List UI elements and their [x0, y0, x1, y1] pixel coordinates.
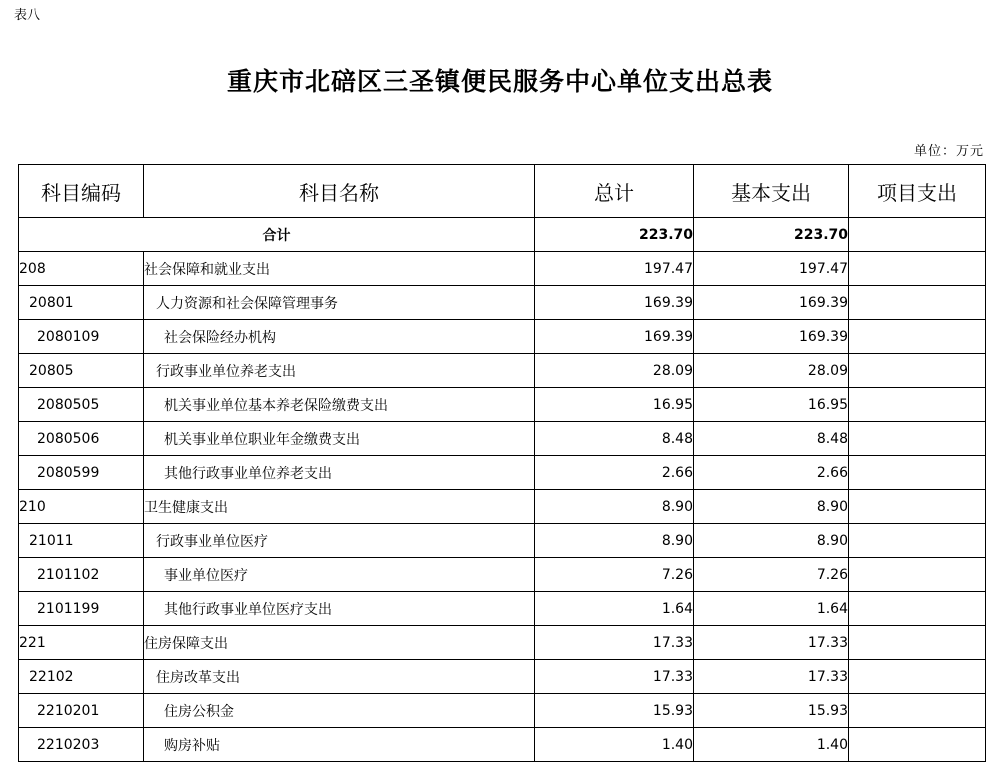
row-code: 22102	[19, 660, 144, 694]
table-row	[19, 490, 986, 524]
table-row	[19, 592, 986, 626]
row-basic: 197.47	[694, 252, 849, 286]
table-number-tag: 表八	[14, 8, 41, 23]
row-project	[849, 626, 986, 660]
row-basic: 8.90	[694, 524, 849, 558]
expenditure-table	[18, 164, 986, 762]
table-row	[19, 694, 986, 728]
row-total: 17.33	[535, 660, 694, 694]
row-name: 社会保险经办机构	[144, 320, 535, 354]
row-name: 其他行政事业单位医疗支出	[144, 592, 535, 626]
total-label: 合计	[19, 218, 535, 252]
row-total: 8.90	[535, 524, 694, 558]
row-name: 机关事业单位职业年金缴费支出	[144, 422, 535, 456]
table-header-row	[19, 165, 986, 218]
row-project	[849, 490, 986, 524]
row-project	[849, 354, 986, 388]
header-basic: 基本支出	[694, 165, 849, 218]
row-basic: 169.39	[694, 320, 849, 354]
row-project	[849, 388, 986, 422]
row-code: 2080505	[19, 388, 144, 422]
table-row	[19, 524, 986, 558]
total-basic: 223.70	[694, 218, 849, 252]
header-name: 科目名称	[144, 165, 535, 218]
row-code: 2101199	[19, 592, 144, 626]
table-row	[19, 558, 986, 592]
row-basic: 17.33	[694, 626, 849, 660]
row-code: 2080506	[19, 422, 144, 456]
row-total: 17.33	[535, 626, 694, 660]
row-code: 20805	[19, 354, 144, 388]
header-total: 总计	[535, 165, 694, 218]
row-project	[849, 558, 986, 592]
total-amount: 223.70	[535, 218, 694, 252]
row-basic: 28.09	[694, 354, 849, 388]
row-total: 169.39	[535, 286, 694, 320]
row-code: 21011	[19, 524, 144, 558]
row-total: 8.48	[535, 422, 694, 456]
row-total: 16.95	[535, 388, 694, 422]
table-row	[19, 422, 986, 456]
total-project	[849, 218, 986, 252]
row-name: 事业单位医疗	[144, 558, 535, 592]
table-row	[19, 660, 986, 694]
row-code: 2080109	[19, 320, 144, 354]
row-name: 行政事业单位医疗	[144, 524, 535, 558]
row-project	[849, 660, 986, 694]
row-project	[849, 592, 986, 626]
total-row	[19, 218, 986, 252]
row-name: 行政事业单位养老支出	[144, 354, 535, 388]
row-project	[849, 320, 986, 354]
row-total: 28.09	[535, 354, 694, 388]
row-total: 1.40	[535, 728, 694, 762]
unit-label: 单位：万元	[913, 144, 984, 159]
row-basic: 8.90	[694, 490, 849, 524]
row-code: 2080599	[19, 456, 144, 490]
row-name: 社会保障和就业支出	[144, 252, 535, 286]
row-project	[849, 252, 986, 286]
row-project	[849, 422, 986, 456]
row-code: 20801	[19, 286, 144, 320]
row-basic: 1.64	[694, 592, 849, 626]
row-basic: 1.40	[694, 728, 849, 762]
row-basic: 16.95	[694, 388, 849, 422]
row-basic: 8.48	[694, 422, 849, 456]
row-total: 2.66	[535, 456, 694, 490]
row-name: 住房保障支出	[144, 626, 535, 660]
table-row	[19, 456, 986, 490]
row-basic: 7.26	[694, 558, 849, 592]
row-basic: 15.93	[694, 694, 849, 728]
row-name: 购房补贴	[144, 728, 535, 762]
row-project	[849, 286, 986, 320]
header-project: 项目支出	[849, 165, 986, 218]
row-total: 169.39	[535, 320, 694, 354]
row-total: 15.93	[535, 694, 694, 728]
row-code: 2101102	[19, 558, 144, 592]
row-total: 7.26	[535, 558, 694, 592]
row-basic: 2.66	[694, 456, 849, 490]
row-project	[849, 524, 986, 558]
row-project	[849, 728, 986, 762]
row-project	[849, 694, 986, 728]
table-row	[19, 626, 986, 660]
row-project	[849, 456, 986, 490]
header-code: 科目编码	[19, 165, 144, 218]
table-row	[19, 286, 986, 320]
row-name: 卫生健康支出	[144, 490, 535, 524]
row-name: 机关事业单位基本养老保险缴费支出	[144, 388, 535, 422]
document-title: 重庆市北碚区三圣镇便民服务中心单位支出总表	[226, 67, 773, 96]
row-name: 住房改革支出	[144, 660, 535, 694]
row-name: 其他行政事业单位养老支出	[144, 456, 535, 490]
row-code: 2210203	[19, 728, 144, 762]
row-code: 221	[19, 626, 144, 660]
row-total: 8.90	[535, 490, 694, 524]
row-total: 197.47	[535, 252, 694, 286]
table-row	[19, 354, 986, 388]
table-row	[19, 252, 986, 286]
table-row	[19, 728, 986, 762]
row-total: 1.64	[535, 592, 694, 626]
row-code: 210	[19, 490, 144, 524]
row-basic: 169.39	[694, 286, 849, 320]
row-name: 人力资源和社会保障管理事务	[144, 286, 535, 320]
row-code: 208	[19, 252, 144, 286]
row-name: 住房公积金	[144, 694, 535, 728]
table-row	[19, 388, 986, 422]
row-basic: 17.33	[694, 660, 849, 694]
table-row	[19, 320, 986, 354]
row-code: 2210201	[19, 694, 144, 728]
